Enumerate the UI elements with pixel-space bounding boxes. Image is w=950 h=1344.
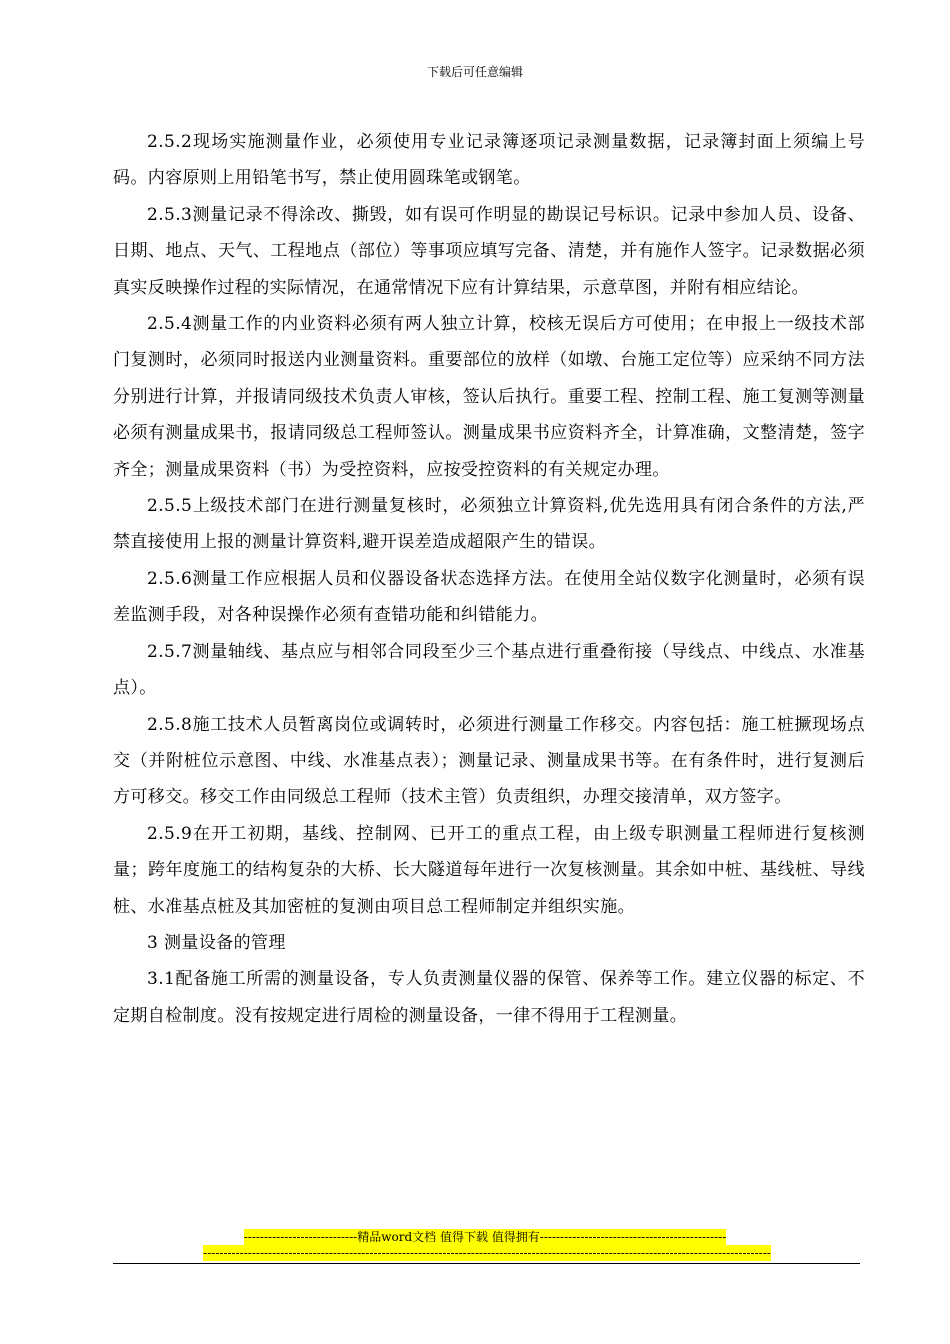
section-heading-3: 3 测量设备的管理 [147,932,286,953]
paragraph-2-5-4: 2.5.4测量工作的内业资料必须有两人独立计算，校核无误后方可使用；在申报上一级技术部门复测时，必须同时报送内业测量资料。重要部位的放样（如墩、台施工定位等）应采纳不同方法分别进行计算，并报请同级技术负责人审核，签认后执行。重要工程、控制工程、施工复测等测量必须有测量成果书，报请同级总工程师签认。测量成果书应资料齐全，计算准确，文整清楚，签字齐全；测量成果资料（书）为受控资料，应按受控资料的有关规定办理。 [113,314,865,480]
paragraph-2-5-9: 2.5.9在开工初期，基线、控制网、已开工的重点工程，由上级专职测量工程师进行复核测量；跨年度施工的结构复杂的大桥、长大隧道每年进行一次复核测量。其余如中桩、基线桩、导线桩、水准基点桩及其加密桩的复测由项目总工程师制定并组织实施。 [113,823,865,917]
footer-line-1 [200,1229,770,1245]
paragraph-2-5-3: 2.5.3测量记录不得涂改、撕毁，如有误可作明显的勘误记号标识。记录中参加人员、设备、日期、地点、天气、工程地点（部位）等事项应填写完备、清楚，并有施作人签字。记录数据必须真实反映操作过程的实际情况，在通常情况下应有计算结果，示意草图，并附有相应结论。 [113,204,865,298]
footer-highlight-2: -------------------------------------------------------------------------------------------------------------------------------------------- [203,1246,771,1260]
footer-highlight-1: ----------------------------精品word文档 值得下载 值得拥有---------------------------------------------- [243,1230,727,1244]
document-body [113,124,865,1034]
paragraph-2-5-2: 2.5.2现场实施测量作业，必须使用专业记录簿逐项记录测量数据，记录簿封面上须编上号码。内容原则上用铅笔书写，禁止使用圆珠笔或钢笔。 [113,132,865,189]
page-header: 下载后可任意编辑 [426,65,523,79]
paragraph-2-5-8: 2.5.8施工技术人员暂离岗位或调转时，必须进行测量工作移交。内容包括：施工桩撅现场点交（并附桩位示意图、中线、水准基点表）；测量记录、测量成果书等。在有条件时，进行复测后方可移交。移交工作由同级总工程师（技术主管）负责组织，办理交接清单，双方签字。 [113,714,865,808]
paragraph-3-1: 3.1配备施工所需的测量设备，专人负责测量仪器的保管、保养等工作。建立仪器的标定、不定期自检制度。没有按规定进行周检的测量设备，一律不得用于工程测量。 [113,969,865,1026]
paragraph-2-5-5: 2.5.5上级技术部门在进行测量复核时，必须独立计算资料,优先选用具有闭合条件的方法,严禁直接使用上报的测量计算资料,避开误差造成超限产生的错误。 [113,496,865,553]
footer-line-2 [188,1245,786,1261]
paragraph-2-5-6: 2.5.6测量工作应根据人员和仪器设备状态选择方法。在使用全站仪数字化测量时，必须有误差监测手段，对各种误操作必须有查错功能和纠错能力。 [113,568,865,626]
paragraph-2-5-7: 2.5.7测量轴线、基点应与相邻合同段至少三个基点进行重叠衔接（导线点、中线点、水准基点）。 [113,641,865,699]
footer-divider [113,1263,860,1264]
